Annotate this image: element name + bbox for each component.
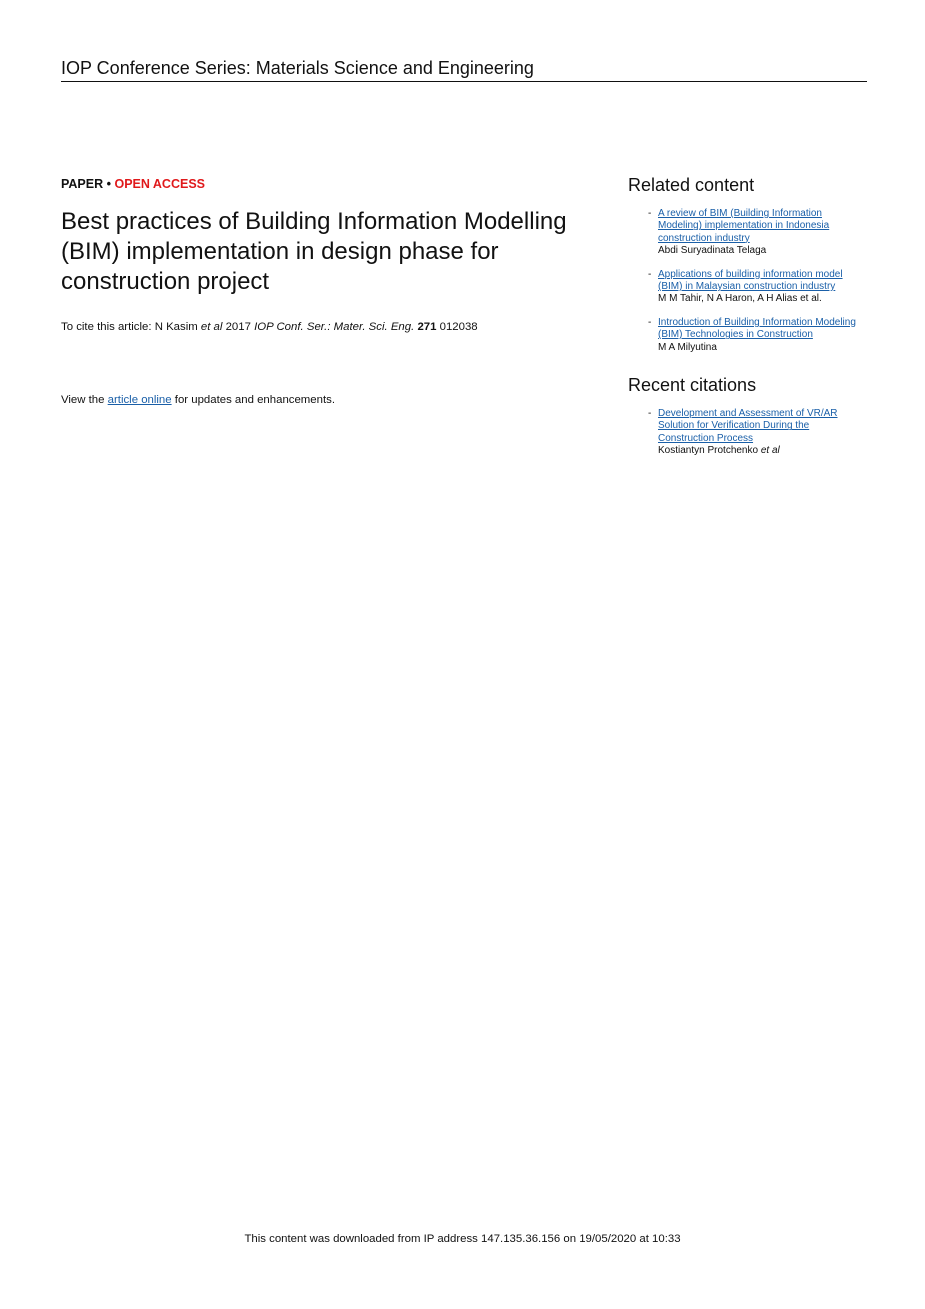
citation-item [648,408,868,458]
cite-journal: IOP Conf. Ser.: Mater. Sci. Eng. [254,321,415,333]
download-footer: This content was downloaded from IP address 147.135.36.156 on 19/05/2020 at 10:33 [244,1233,681,1245]
journal-title: IOP Conference Series: Materials Science and Engineering [61,58,534,78]
open-access-label: OPEN ACCESS [114,177,205,191]
cite-year: 2017 [222,321,255,333]
related-item [648,269,868,306]
list-dash: - [648,268,652,280]
paper-label: PAPER [61,177,104,191]
cite-etal: et al [200,321,223,333]
paper-badge [61,177,606,191]
related-content-list [648,208,868,354]
sidebar [628,175,868,469]
related-item-link[interactable]: Applications of building information model (BIM) in Malaysian construction industry [658,268,843,293]
journal-header [61,58,867,82]
cite-article-number: 012038 [436,321,478,333]
article-main [61,177,606,407]
view-suffix: for updates and enhancements. [171,394,335,406]
related-item [648,208,868,258]
related-item-authors: M A Milyutina [658,341,717,353]
related-content-heading: Related content [628,175,755,195]
citation [61,320,606,334]
related-item-authors: M M Tahir, N A Haron, A H Alias et al. [658,293,822,305]
badge-separator: • [103,177,115,191]
recent-citations-list [648,408,868,458]
view-prefix: View the [61,394,108,406]
list-dash: - [648,408,652,420]
list-dash: - [648,208,652,219]
related-item-authors: Abdi Suryadinata Telaga [658,245,767,257]
list-dash: - [648,316,652,328]
cite-prefix: To cite this article: N Kasim [61,321,201,333]
citation-item-authors [658,445,868,457]
cite-volume: 271 [417,321,437,333]
article-title: Best practices of Building Information Modelling (BIM) implementation in design phase for construction project [61,208,567,295]
view-online [61,393,606,407]
citation-author-names: Kostiantyn Protchenko [658,445,761,457]
citation-item-link[interactable]: Development and Assessment of VR/AR Solution for Verification During the Construction Process [658,408,838,444]
related-item-link[interactable]: Introduction of Building Information Modeling (BIM) Technologies in Construction [658,316,856,341]
related-item [648,317,868,354]
article-online-link[interactable]: article online [107,394,172,406]
related-item-link[interactable]: A review of BIM (Building Information Modeling) implementation in Indonesia construction industry [658,208,830,244]
recent-citations-heading: Recent citations [628,375,757,396]
citation-etal: et al [760,445,780,457]
